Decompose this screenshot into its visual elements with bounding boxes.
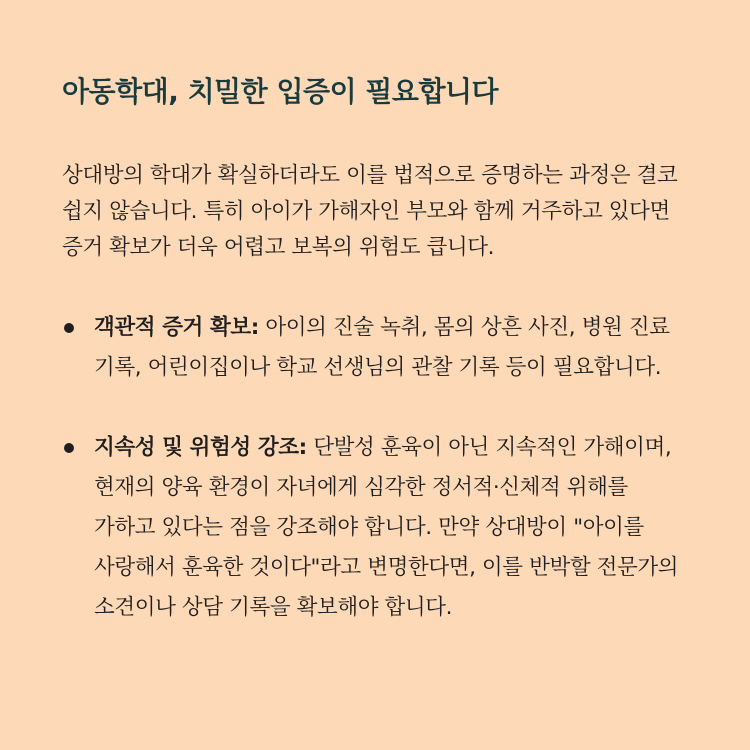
bullet-item-persistence-risk — [62, 428, 692, 628]
bullet-list — [62, 308, 692, 628]
intro-paragraph: 상대방의 학대가 확실하더라도 이를 법적으로 증명하는 과정은 결코 쉽지 않습니다. 특히 아이가 가해자인 부모와 함께 거주하고 있다면 증거 확보가 더욱 어렵고 보복의 위험도 큽니다. — [62, 163, 678, 260]
bullet-lead: 지속성 및 위험성 강조: — [94, 435, 307, 460]
page-title: 아동학대, 치밀한 입증이 필요합니다 — [62, 75, 499, 108]
bullet-text: 단발성 훈육이 아닌 지속적인 가해이며, 현재의 양육 환경이 자녀에게 심각한 정서적·신체적 위해를 가하고 있다는 점을 강조해야 합니다. 만약 상대방이 "아이를 사랑해서 훈육한 것이다"라고 변명한다면, 이를 반박할 전문가의 소견이나 상담 기록을 확보해야 합니다. — [94, 435, 679, 620]
bullet-dot-icon — [64, 443, 74, 453]
bullet-text: 아이의 진술 녹취, 몸의 상흔 사진, 병원 진료 기록, 어린이집이나 학교 선생님의 관찰 기록 등이 필요합니다. — [94, 315, 670, 380]
bullet-dot-icon — [64, 323, 74, 333]
bullet-item-objective-evidence — [62, 308, 692, 388]
bullet-lead: 객관적 증거 확보: — [94, 315, 259, 340]
